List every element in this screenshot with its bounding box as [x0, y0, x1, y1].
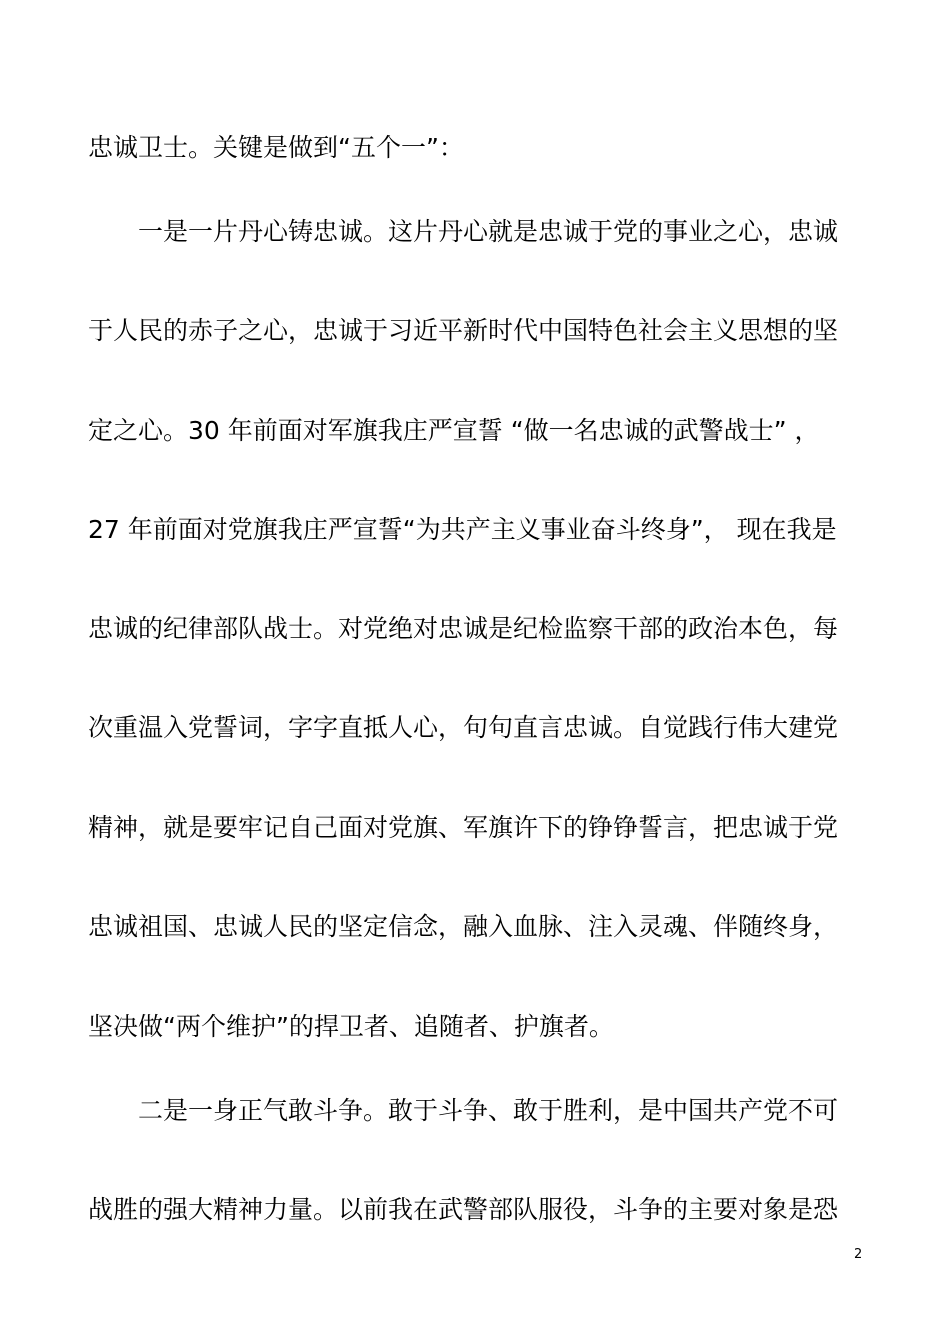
- text-line: 忠诚卫士。关键是做到“五个一”：: [88, 133, 464, 162]
- page-number: 2: [854, 1247, 863, 1262]
- text-line: 次重温入党誓词，字字直抵人心，句句直言忠诚。自觉践行伟大建党: [88, 713, 839, 742]
- text-line: 定之心。30 年前面对军旗我庄严宣誓 “做一名忠诚的武警战士” ，: [88, 416, 820, 445]
- text-line: 一是一片丹心铸忠诚。这片丹心就是忠诚于党的事业之心，忠诚: [88, 217, 839, 246]
- text-line: 于人民的赤子之心，忠诚于习近平新时代中国特色社会主义思想的坚: [88, 316, 839, 345]
- text-line: 27 年前面对党旗我庄严宣誓“为共产主义事业奋斗终身”， 现在我是: [88, 515, 837, 544]
- text-line: 坚决做“两个维护”的捍卫者、追随者、护旗者。: [88, 1012, 614, 1041]
- text-line: 忠诚祖国、忠诚人民的坚定信念，融入血脉、注入灵魂、伴随终身，: [88, 912, 839, 941]
- text-line: 二是一身正气敢斗争。敢于斗争、敢于胜利，是中国共产党不可: [88, 1096, 839, 1125]
- text-line: 精神，就是要牢记自己面对党旗、军旗许下的铮铮誓言，把忠诚于党: [88, 813, 839, 842]
- text-line: 战胜的强大精神力量。以前我在武警部队服役，斗争的主要对象是恐: [88, 1195, 839, 1224]
- text-line: 忠诚的纪律部队战士。对党绝对忠诚是纪检监察干部的政治本色，每: [88, 614, 839, 643]
